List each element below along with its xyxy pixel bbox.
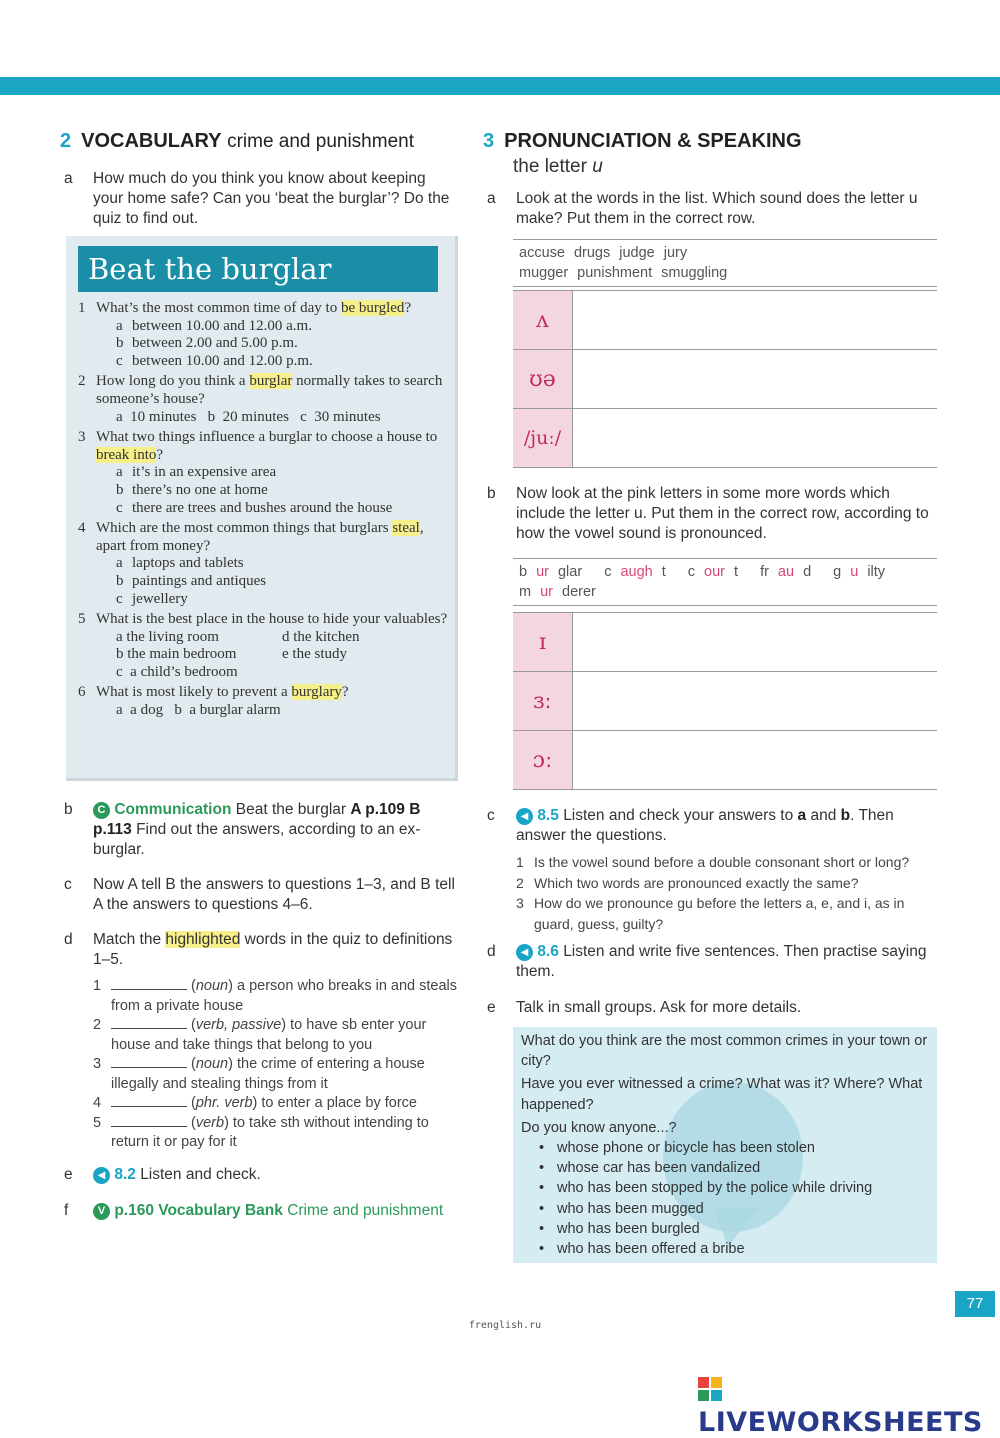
questions-list <box>483 852 943 934</box>
question-text-end: ? <box>404 300 412 316</box>
quiz-option: a it’s in an expensive area <box>116 464 277 481</box>
quiz-question <box>76 520 448 608</box>
question-text: What is the best place in the house to hide your valuables? <box>96 611 448 628</box>
answer-blank[interactable] <box>111 1114 187 1127</box>
page-ref-a[interactable]: A p.109 <box>350 801 405 818</box>
pronunciation-section <box>483 128 943 1263</box>
highlighted-word: break into <box>96 446 157 463</box>
liveworksheets-logo[interactable]: LIVEWORKSHEETS <box>698 1376 1000 1438</box>
quiz-options-inline: a a dog b a burglar alarm <box>116 702 281 719</box>
question-item: 2 Which two words are pronounced exactly the same? <box>516 874 859 891</box>
exercise-letter: d <box>64 931 73 948</box>
sound-row <box>513 291 937 350</box>
quiz-option: c between 10.00 and 12.00 p.m. <box>116 352 313 369</box>
exercise-letter: a <box>487 190 496 207</box>
quiz-question <box>76 373 448 426</box>
sound-rows <box>513 612 937 790</box>
exercise-c: c ◀ 8.5 Listen and check your answers to a and b. Then answer the questions. <box>487 807 894 844</box>
quiz-option: b between 2.00 and 5.00 p.m. <box>116 335 298 352</box>
question-text: Which are the most common things that burglars <box>96 520 393 537</box>
exercise-letter: b <box>64 801 73 818</box>
question-number: 1 <box>78 300 86 316</box>
exercise-text: Beat the burglar <box>235 801 347 818</box>
audio-icon[interactable]: ◀ <box>516 944 533 961</box>
quiz-option-row: b the main bedroom e the study <box>116 646 347 663</box>
exercise-d <box>483 942 943 982</box>
vocabulary-bank-link[interactable]: p.160 Vocabulary Bank <box>114 1201 283 1219</box>
sound-picture-bird-icon: ɜː <box>513 672 573 730</box>
question-item: 1 Is the vowel sound before a double consonant short or long? <box>516 854 910 870</box>
answer-area[interactable] <box>573 672 937 730</box>
highlighted-word: steal <box>392 520 420 537</box>
question-text-end: normally takes to search someone’s house? <box>96 373 443 407</box>
discussion-bullet: • who has been burgled <box>521 1219 929 1239</box>
definition-item: 5 (verb) to take sth without intending to return it or pay for it <box>93 1114 429 1150</box>
question-text-end: , apart from money? <box>96 520 424 554</box>
top-banner <box>0 77 1000 95</box>
exercise-letter: f <box>64 1201 69 1219</box>
question-text: What is most likely to prevent a <box>96 684 292 701</box>
quiz-question <box>76 611 448 681</box>
sound-picture-tourist-icon: ʊə <box>513 350 573 408</box>
question-number: 6 <box>78 684 86 701</box>
page-number: 77 <box>955 1291 995 1317</box>
question-number: 2 <box>78 373 86 390</box>
answer-area[interactable] <box>573 731 937 789</box>
vocabulary-section <box>60 128 460 229</box>
section-number: 2 <box>60 130 72 152</box>
exercise-b <box>60 800 460 860</box>
discussion-box <box>513 1027 937 1263</box>
quiz-box <box>66 236 458 781</box>
exercise-f <box>60 1201 460 1221</box>
audio-track[interactable]: 8.6 <box>537 943 559 960</box>
exercise-text: How much do you think you know about keeping your home safe? Can you ‘beat the burglar’? Do the quiz to find out. <box>93 170 450 227</box>
question-text: What’s the most common time of day to <box>96 300 341 316</box>
section-subtitle: the letter u <box>513 156 603 177</box>
answer-blank[interactable] <box>111 1094 187 1107</box>
quiz-option: c jewellery <box>116 590 188 607</box>
definition-item: 2 (verb, passive) to have sb enter your house and take things that belong to you <box>93 1017 427 1053</box>
sound-row <box>513 613 937 672</box>
exercise-letter: e <box>64 1165 73 1183</box>
question-text-end: ? <box>341 684 349 701</box>
exercise-text: Find out the answers, according to an ex-burglar. <box>93 821 421 858</box>
exercise-letter: b <box>487 485 496 502</box>
discussion-bullet: • who has been offered a bribe <box>521 1239 929 1259</box>
highlighted-word: burglar <box>249 373 293 390</box>
question-text: How long do you think a <box>96 373 250 390</box>
exercise-letter: c <box>487 807 495 824</box>
sound-picture-up-icon: ʌ <box>513 291 573 349</box>
exercise-e <box>483 998 943 1018</box>
quiz-title: Beat the burglar <box>78 246 438 292</box>
sound-row <box>513 731 937 790</box>
definition-item: 1 (noun) a person who breaks in and steals from a private house <box>93 978 458 1014</box>
audio-icon[interactable]: ◀ <box>93 1167 110 1184</box>
word-list: accuse drugs judge jury mugger punishment smuggling <box>513 239 937 287</box>
sound-row <box>513 350 937 409</box>
exercise-letter: d <box>487 943 496 960</box>
exercise-letter: a <box>64 170 73 187</box>
question-number: 4 <box>78 520 86 537</box>
communication-link[interactable]: Communication <box>114 801 232 818</box>
definitions-list <box>60 977 460 1153</box>
audio-icon[interactable]: ◀ <box>516 808 533 825</box>
quiz-option: b there’s no one at home <box>116 481 268 498</box>
quiz-question <box>76 684 448 719</box>
footer-url: frenglish.ru <box>468 1320 542 1331</box>
discussion-bullet: • whose phone or bicycle has been stolen <box>521 1138 929 1158</box>
sound-ju-label: /juː/ <box>513 409 573 467</box>
sound-picture-fish-icon: ɪ <box>513 613 573 671</box>
liveworksheets-icon <box>698 1377 724 1403</box>
vocabulary-exercises <box>60 800 460 1221</box>
word-list: b ur glar c augh t c our t fr au d g u ilty m ur derer <box>513 558 937 606</box>
highlighted-word: be burgled <box>340 300 405 316</box>
discussion-question: Have you ever witnessed a crime? What was it? Where? What happened? <box>521 1076 923 1113</box>
sound-picture-horse-icon: ɔː <box>513 731 573 789</box>
exercise-text: Now A tell B the answers to questions 1–3, and B tell A the answers to questions 4–6. <box>93 876 455 913</box>
exercise-text: Talk in small groups. Ask for more details. <box>516 999 802 1016</box>
exercise-text: Now look at the pink letters in some more words which include the letter u. Put them in the correct row, according to how the vowel sound is pronounced. <box>516 485 929 542</box>
discussion-bullet: • who has been mugged <box>521 1199 929 1219</box>
answer-area[interactable] <box>573 613 937 671</box>
discussion-question: What do you think are the most common crimes in your town or city? <box>521 1033 928 1070</box>
word-table-b <box>513 558 937 790</box>
exercise-letter: c <box>64 876 72 893</box>
quiz-option: c there are trees and bushes around the house <box>116 499 393 516</box>
sound-row <box>513 672 937 731</box>
exercise-text: Crime and punishment <box>287 1201 444 1219</box>
exercise-text: Match the <box>93 931 166 948</box>
answer-area[interactable] <box>573 291 937 349</box>
audio-track[interactable]: 8.2 <box>114 1165 136 1183</box>
quiz-question <box>76 429 448 517</box>
answer-area[interactable] <box>573 409 937 467</box>
exercise-text: Listen and write five sentences. Then practise saying them. <box>516 943 927 980</box>
exercise-c <box>60 875 460 915</box>
sound-rows <box>513 290 937 468</box>
quiz-options-inline: a 10 minutes b 20 minutes c 30 minutes <box>116 408 381 425</box>
communication-icon: C <box>93 802 110 819</box>
question-text: What two things influence a burglar to choose a house to <box>96 429 438 446</box>
section-subtitle: crime and punishment <box>227 131 414 152</box>
question-number: 3 <box>78 429 86 446</box>
quiz-option: b paintings and antiques <box>116 572 267 589</box>
question-item: 3 How do we pronounce gu before the letters a, e, and i, as in guard, guess, guilty? <box>516 895 905 932</box>
section-number: 3 <box>483 130 495 152</box>
vocabulary-heading <box>60 128 460 155</box>
exercise-a <box>483 189 943 229</box>
definition-item: 3 (noun) the crime of entering a house illegally and stealing things from it <box>93 1056 425 1092</box>
exercise-d <box>60 930 460 970</box>
quiz-option: a between 10.00 and 12.00 a.m. <box>116 317 312 334</box>
question-text-end: ? <box>156 446 164 463</box>
answer-blank[interactable] <box>111 1016 187 1029</box>
word-table-a <box>513 239 937 468</box>
sound-row <box>513 409 937 468</box>
quiz-option-row: a the living room d the kitchen <box>116 628 360 645</box>
exercise-b <box>483 484 943 544</box>
pronunciation-heading <box>483 128 943 154</box>
exercise-text: Look at the words in the list. Which sound does the letter u make? Put them in the correct row. <box>516 190 918 227</box>
exercise-text: words in the quiz to definitions 1–5. <box>93 931 453 968</box>
section-title: PRONUNCIATION & SPEAKING <box>504 130 802 152</box>
definition-item: 4 (phr. verb) to enter a place by force <box>93 1095 417 1111</box>
discussion-question: Do you know anyone...? <box>521 1119 677 1136</box>
vocabulary-bank-icon: V <box>93 1203 110 1220</box>
quiz-option: a laptops and tablets <box>116 555 244 572</box>
exercise-letter: e <box>487 999 496 1016</box>
exercise-e <box>60 1165 460 1185</box>
discussion-bullet: • whose car has been vandalized <box>521 1158 929 1178</box>
page-ref-b[interactable]: B p.113 <box>93 801 421 838</box>
quiz-option: c a child’s bedroom <box>116 663 238 680</box>
answer-blank[interactable] <box>111 1055 187 1068</box>
highlighted-word: highlighted <box>165 931 241 948</box>
discussion-bullet: • who has been stopped by the police while driving <box>521 1178 929 1198</box>
quiz-questions <box>76 300 448 723</box>
exercise-a <box>60 169 460 229</box>
audio-track[interactable]: 8.5 <box>537 807 559 824</box>
highlighted-word: burglary <box>291 684 342 701</box>
section-title: VOCABULARY <box>81 130 222 152</box>
question-number: 5 <box>78 611 86 628</box>
answer-blank[interactable] <box>111 977 187 990</box>
quiz-question <box>76 300 448 370</box>
answer-area[interactable] <box>573 350 937 408</box>
exercise-text: Listen and check. <box>140 1165 261 1183</box>
